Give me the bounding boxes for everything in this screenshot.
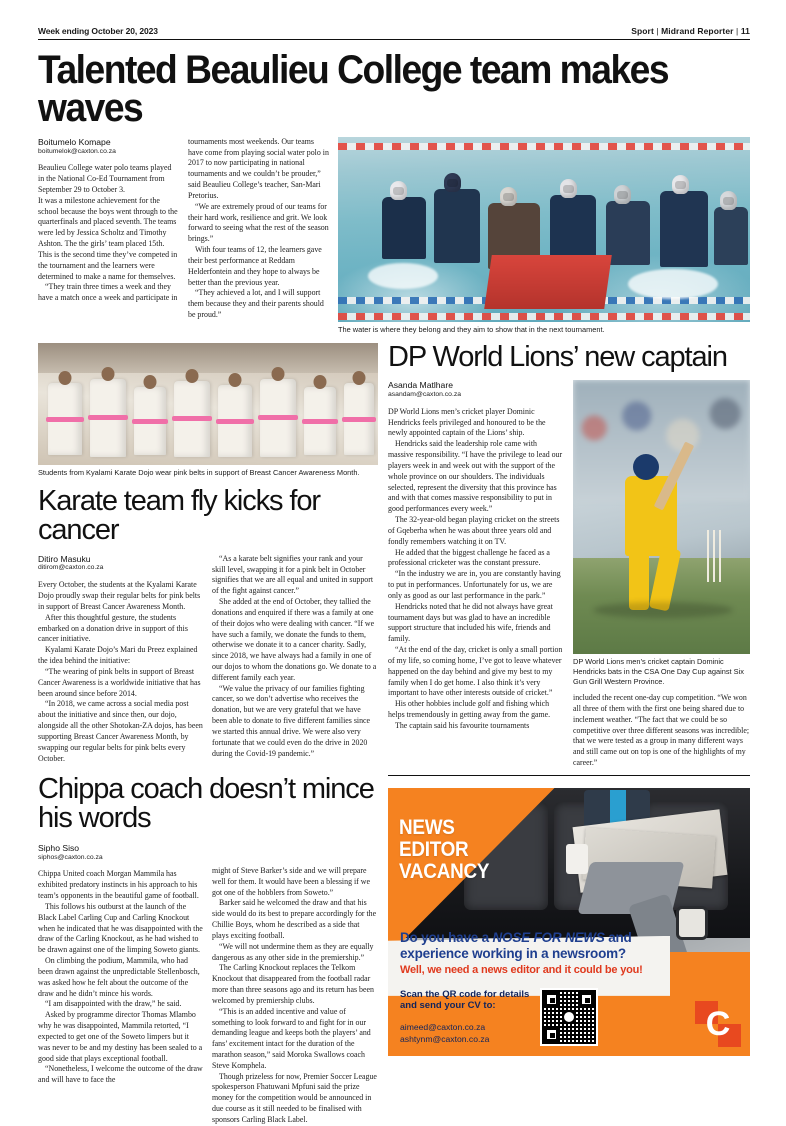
article-3-body-col2	[573, 693, 750, 769]
paragraph: “They achieved a lot, and I will support them because they and their parents should be proud.”	[188, 288, 324, 320]
article-2-column-2	[212, 554, 377, 765]
paragraph: Beaulieu College water polo teams played in the National Co-Ed Tournament from September 29 to October 3.	[38, 163, 172, 194]
masthead-section: Sport	[631, 26, 654, 36]
ad-scan-line-1: Scan the QR code for details	[400, 988, 530, 1000]
paragraph: This is the second time they’ve competed in the tournament and the learners were determined to make a name for themselves.	[38, 249, 178, 281]
masthead-page-number: 11	[740, 26, 750, 36]
article-1-body-col1	[38, 163, 179, 304]
ad-question-part-b: and	[604, 930, 632, 946]
article-3-column-1	[388, 380, 563, 769]
ad-title-line-1: NEWS	[399, 815, 455, 839]
article-2-column-1	[38, 554, 203, 765]
paragraph: Kyalami Karate Dojo’s Mari du Preez explained the idea behind the initiative:	[38, 645, 198, 666]
article-3-byline-email[interactable]: asandam@caxton.co.za	[388, 390, 462, 398]
article-2-photo-caption: Students from Kyalami Karate Dojo wear pink belts in support of Breast Cancer Awareness Month.	[38, 468, 360, 478]
paragraph: “As a karate belt signifies your rank and your skill level, swapping it for a pink belt in October signifies that we are all equal and united in support of the fight against cancer.”	[212, 553, 374, 596]
article-3-block	[388, 343, 750, 769]
paragraph: She added at the end of October, they tallied the donations and enquired if there was a family at one of their dojos who were dealing with cancer. “If we have such a family, we donate the funds to them, otherwise we donate it to a cancer charity. Sadly, since 2018, we have always had a family in one of our dojos to whom the donations go. We donate to a different family each year.	[212, 597, 377, 682]
ad-title	[399, 817, 489, 884]
paragraph: “In the industry we are in, you are constantly having to put in performances. Unfortunately for us, we are only as good as our last performance in the park.”	[388, 569, 561, 600]
masthead-date: Week ending October 20, 2023	[38, 26, 158, 36]
paragraph: Chippa United coach Morgan Mammila has exhibited predatory instincts in his approach to his team’s opponents in the beautiful game of football.	[38, 869, 199, 901]
ad-question-line-2: experience working in a newsroom?	[400, 945, 626, 961]
article-3-headline: DP World Lions’ new captain	[388, 341, 727, 374]
paragraph: “I am disappointed with the draw,” he said.	[45, 999, 182, 1009]
article-4-body-col1	[38, 869, 203, 1086]
caxton-logo-letter: C	[705, 1004, 731, 1043]
paragraph: Hendricks noted that he did not always have great tournament days but was glad to have an incredible support structure that included his wife, friends and family.	[388, 601, 553, 644]
bottom-section	[38, 772, 750, 1126]
cricket-photo	[573, 380, 750, 654]
paragraph: Barker said he welcomed the draw and that his side would do its best to prepare accordingly for the Chillie Boys, whom he described as a side that plays exciting football.	[212, 898, 377, 940]
article-1-photo-block	[338, 137, 750, 334]
article-1-byline-email[interactable]: boitumelok@caxton.co.za	[38, 147, 116, 155]
page-masthead	[38, 26, 750, 40]
ad-scan-instruction	[400, 989, 529, 1012]
paragraph: “In 2018, we came across a social media post about the initiative and since then, our dojo, alongside all the other Shotokan-ZA dojos, has been supporting Breast Cancer Awareness Month, by swapping our regular belts for pink belts every October.	[38, 699, 203, 763]
article-3-column-2	[573, 380, 750, 769]
ad-question-emphasis: NOSE FOR NEWS	[492, 930, 605, 946]
paragraph: Though prizeless for now, Premier Soccer League spokesperson Fhatuwani Mpfuni said the prize money for the competition would be announced in due course as it still needed to be finalised with sponsors Carling Black Label.	[212, 1071, 377, 1124]
paragraph: With four teams of 12, the learners gave their best performance at Reddam Helderfontein and they hope to always be better than the previous year.	[188, 245, 322, 287]
qr-code[interactable]	[540, 988, 598, 1046]
masthead-section-info	[631, 26, 750, 36]
article-1-column-2	[188, 137, 329, 334]
article-4-block	[38, 772, 378, 1126]
paragraph: Hendricks said the leadership role came with massive responsibility. “I have the privilege to lead our players week in and week out with the support of the whole province on our shoulders. The individuals selected, represent the diversity that this province has and with that comes massive responsibility to put in good performances every week.”	[388, 439, 563, 514]
paragraph: included the recent one-day cup competition. “We won all three of them with the first one being shared due to inclement weather. “The fact that we could be so competitive over three different seasons was incredible; that we were tested as a group in many different ways and still came out on top is one of the highlights of my career.”	[573, 693, 750, 768]
paragraph: “We will not undermine them as they are equally dangerous as any other side in the premiership.”	[212, 941, 374, 962]
paragraph: “This is an added incentive and value of something to look forward to and fight for in our demanding league and keeps both the players’ and fans’ excitement intact for the duration of the marathon season,” said Moroka Swallows coach Steve Komphela.	[212, 1006, 371, 1070]
article-1-columns	[38, 137, 329, 334]
article-1-section	[38, 137, 750, 334]
paragraph: “They train three times a week and they have a match once a week and participate in	[38, 282, 178, 303]
paragraph: “The wearing of pink belts in support of Breast Cancer Awareness is a worldwide initiative that has been around since before 2014.	[38, 666, 201, 698]
paragraph: “We are extremely proud of our teams for their hard work, resilience and grit. We look forward to seeing what the rest of the season brings.”	[188, 201, 329, 244]
article-1-body-col2	[188, 137, 329, 321]
news-editor-vacancy-ad[interactable]	[388, 788, 750, 1056]
masthead-separator-1: |	[653, 26, 662, 36]
article-2-columns	[38, 554, 378, 765]
middle-section	[38, 343, 750, 769]
ad-title-line-2: EDITOR	[399, 838, 469, 862]
article-2-byline-name: Ditiro Masuku	[38, 553, 91, 564]
advertisement-block[interactable]	[388, 775, 750, 1126]
article-2-body-col1	[38, 580, 203, 764]
article-1-byline-name: Boitumelo Komape	[38, 136, 111, 147]
paragraph: Every October, the students at the Kyalami Karate Dojo proudly swap their regular belts for pink belts in support of Breast Cancer Awareness Month.	[38, 580, 201, 611]
article-4-body-col2	[212, 866, 377, 1126]
paragraph: After this thoughtful gesture, the students embarked on a donation drive in support of this cancer initiative.	[38, 612, 188, 644]
ad-scan-line-2: and send your CV to:	[400, 1000, 496, 1012]
article-4-columns	[38, 843, 378, 1126]
article-1-column-1	[38, 137, 179, 334]
article-3-body-col1	[388, 407, 563, 732]
paragraph: The 32-year-old began playing cricket on the streets of Gqeberha when he was about three years old and fondly remembers watching it on TV.	[388, 515, 560, 546]
karate-photo	[38, 343, 378, 465]
paragraph: “Nonetheless, I welcome the outcome of the draw and will have to face the	[38, 1064, 203, 1085]
paragraph: The captain said his favourite tournaments	[395, 720, 530, 730]
article-4-column-1	[38, 843, 203, 1126]
ad-top-rule	[388, 775, 750, 776]
ad-question	[400, 930, 632, 961]
masthead-separator-2: |	[733, 26, 741, 36]
paragraph: He added that the biggest challenge he faced as a professional cricketer was the constant pressure.	[388, 547, 550, 568]
paragraph: This follows his outburst at the launch of the Black Label Carling Cup and Carling Knockout when he indicated that he was disappointed with the draw of the Carling Knockout, as he had wished to be drawn against one of the limping Soweto giants.	[38, 901, 203, 955]
article-2-body-col2	[212, 554, 377, 760]
article-2-headline: Karate team fly kicks for cancer	[38, 484, 320, 546]
masthead-publication: Midrand Reporter	[661, 26, 734, 36]
article-1-photo-caption: The water is where they belong and they aim to show that in the next tournament.	[338, 324, 605, 334]
article-4-byline-name: Sipho Siso	[38, 842, 80, 853]
paragraph: On climbing the podium, Mammila, who had been drawn against the unpredictable Stellenbosch, was asked how he felt about the outcome of the draw and he didn’t mince his words.	[38, 956, 200, 998]
water-polo-photo	[338, 137, 750, 322]
newspaper-page	[38, 26, 750, 1124]
article-2-byline-email[interactable]: ditirom@caxton.co.za	[38, 564, 104, 572]
article-1-headline: Talented Beaulieu College team makes waves	[38, 48, 669, 131]
ad-subline: Well, we need a news editor and it could be you!	[400, 963, 643, 976]
article-3-photo-caption: DP World Lions men’s cricket captain Dominic Hendricks bats in the CSA One Day Cup against Six Gun Grill Western Province.	[573, 657, 744, 686]
paragraph: “At the end of the day, cricket is only a small portion of my life, so coming home, I’ve got to leave whatever happened on the day behind and give my best to my family when I do get home. I also think it’s very important to have other interests outside of cricket.”	[388, 645, 563, 698]
ad-title-line-3: VACANCY	[399, 860, 490, 884]
ad-question-part-a: Do you have a	[400, 930, 493, 946]
article-4-byline-email[interactable]: siphos@caxton.co.za	[38, 853, 103, 861]
paragraph: The Carling Knockout replaces the Telkom Knockout that disappeared from the football radar more than three seasons ago and its return has been welcomed by premiership clubs.	[212, 963, 374, 1005]
ad-emails	[400, 1021, 489, 1046]
ad-email-2[interactable]: ashtynm@caxton.co.za	[400, 1034, 490, 1045]
article-4-headline: Chippa coach doesn’t mince his words	[38, 772, 374, 834]
paragraph: DP World Lions men’s cricket player Dominic Hendricks feels privileged and honoured to be the newly appointed captain of the Lions’ ship.	[388, 406, 546, 438]
paragraph: might of Steve Barker’s side and we will prepare well for them. It would have been a blessing if we got one of the hobblers from Soweto.”	[212, 865, 370, 897]
caxton-logo-icon	[695, 1001, 741, 1047]
ad-email-1[interactable]: aimeed@caxton.co.za	[400, 1022, 486, 1033]
article-2-block	[38, 343, 378, 769]
paragraph: It was a milestone achievement for the school because the boys went through to the quarterfinals and placed seventh. The teams were led by Jessica Scholtz and Timothy Ashton. The the girls’ team placed 15th.	[38, 195, 178, 249]
paragraph: Asked by programme director Thomas Mlambo why he was disappointed, Mammila retorted, “I expected to get one of the Soweto limpers but it was never to be and my destiny has been sealed to a good side that plays exceptional football.	[38, 1010, 203, 1063]
article-4-column-2	[212, 843, 377, 1126]
paragraph: tournaments most weekends. Our teams have come from playing social water polo in 2017 to now participating in national tournaments and we couldn’t be prouder,” said Beaulieu College’s teacher, San-Mari Pretorius.	[188, 136, 329, 200]
paragraph: “We value the privacy of our families fighting cancer, so we don’t advertise who receives the donation, but we are very grateful that we have been able to donate to five different families since we started this annual drive. We were also very fortunate that we could even do the drive in 2020 during the Covid-19 pandemic.”	[212, 683, 371, 758]
paragraph: His other hobbies include golf and fishing which helps tremendously in getting away from the game.	[388, 699, 551, 719]
article-3-byline-name: Asanda Matlhare	[388, 380, 453, 391]
